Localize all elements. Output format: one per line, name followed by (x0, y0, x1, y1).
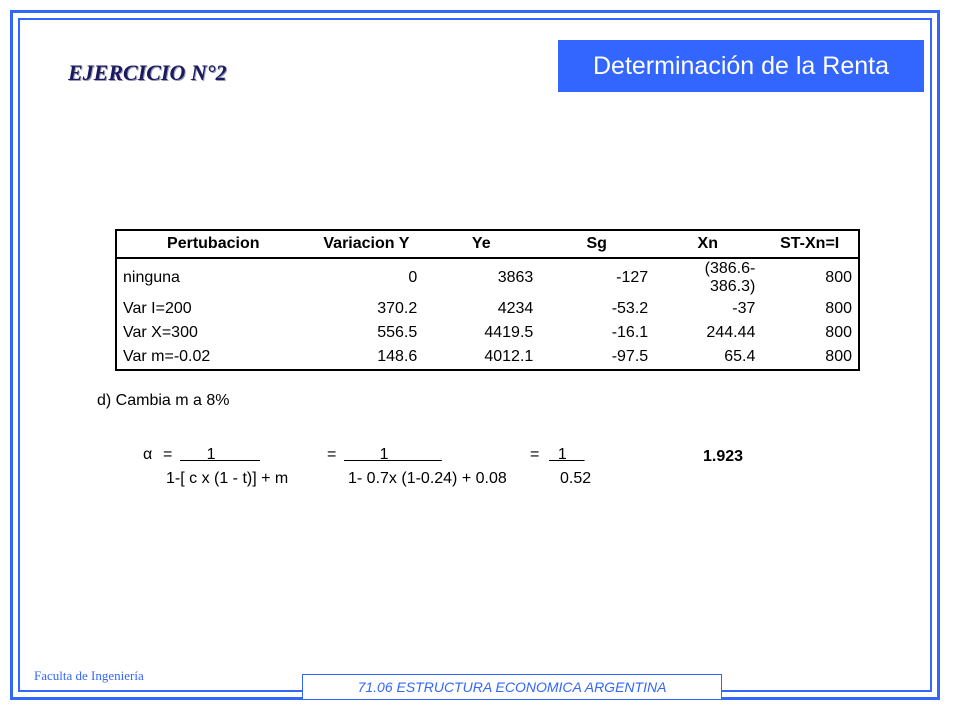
table-cell: 0 (408, 269, 418, 286)
formula-denominator: 1-[ c x (1 - t)] + m (166, 470, 289, 487)
formula-equals: = (530, 446, 540, 463)
formula-numerator: 1 (344, 446, 442, 463)
table-cell: 370.2 (377, 300, 418, 317)
formula-denominator: 1- 0.7x (1-0.24) + 0.08 (348, 470, 507, 487)
table-row (116, 345, 859, 370)
table-cell: 65.4 (654, 345, 761, 370)
table-cell: -37 (732, 300, 756, 317)
table-row (116, 321, 859, 345)
formula-alpha: α (143, 446, 153, 463)
table-row (116, 297, 859, 321)
table-cell: Var X=300 (116, 321, 310, 345)
formula-numerator: 1 (549, 446, 585, 463)
table-cell: -97.5 (539, 345, 654, 370)
column-header: Sg (539, 230, 654, 258)
table-cell: 244.44 (706, 324, 756, 341)
section-label: d) Cambia m a 8% (97, 392, 230, 409)
table-cell: -16.1 (611, 324, 649, 341)
table-cell: 800 (761, 321, 859, 345)
slide-title-text: Determinación de la Renta (593, 51, 889, 80)
formula-denominator: 0.52 (560, 470, 592, 487)
table-cell: 3863 (497, 269, 534, 286)
column-header: Ye (423, 230, 539, 258)
table-row (116, 258, 859, 297)
table-cell: 800 (761, 297, 859, 321)
footer-course (302, 674, 722, 700)
footer-faculty: Faculta de Ingeniería (34, 668, 144, 683)
table-cell: (386.6-386.3) (704, 260, 756, 295)
exercise-title: EJERCICIO N°2 (68, 60, 227, 85)
formula-numerator: 1 (180, 446, 261, 463)
table-cell: 800 (761, 258, 859, 297)
table-cell: 800 (761, 345, 859, 370)
table-cell: Var m=-0.02 (116, 345, 310, 370)
table-cell: -127 (616, 269, 649, 286)
results-table (115, 229, 860, 371)
column-header: Xn (654, 230, 761, 258)
table-cell: 4234 (497, 300, 534, 317)
table-header-row (116, 230, 859, 258)
table-cell: 556.5 (377, 324, 418, 341)
slide-title (558, 40, 924, 92)
formula-equals: = (327, 446, 337, 463)
table-cell: 4012.1 (423, 345, 539, 370)
footer-course-text: 71.06 ESTRUCTURA ECONOMICA ARGENTINA (357, 679, 667, 695)
table-cell: 4419.5 (484, 324, 534, 341)
column-header: ST-Xn=I (761, 230, 859, 258)
table-cell: -53.2 (611, 300, 649, 317)
table-cell: Var I=200 (116, 297, 310, 321)
formula-result: 1.923 (703, 448, 744, 465)
formula-equals: = (163, 446, 173, 463)
table-cell: 148.6 (310, 345, 424, 370)
column-header: Pertubacion (116, 230, 310, 258)
column-header: Variacion Y (310, 230, 424, 258)
table-cell: ninguna (116, 258, 310, 297)
